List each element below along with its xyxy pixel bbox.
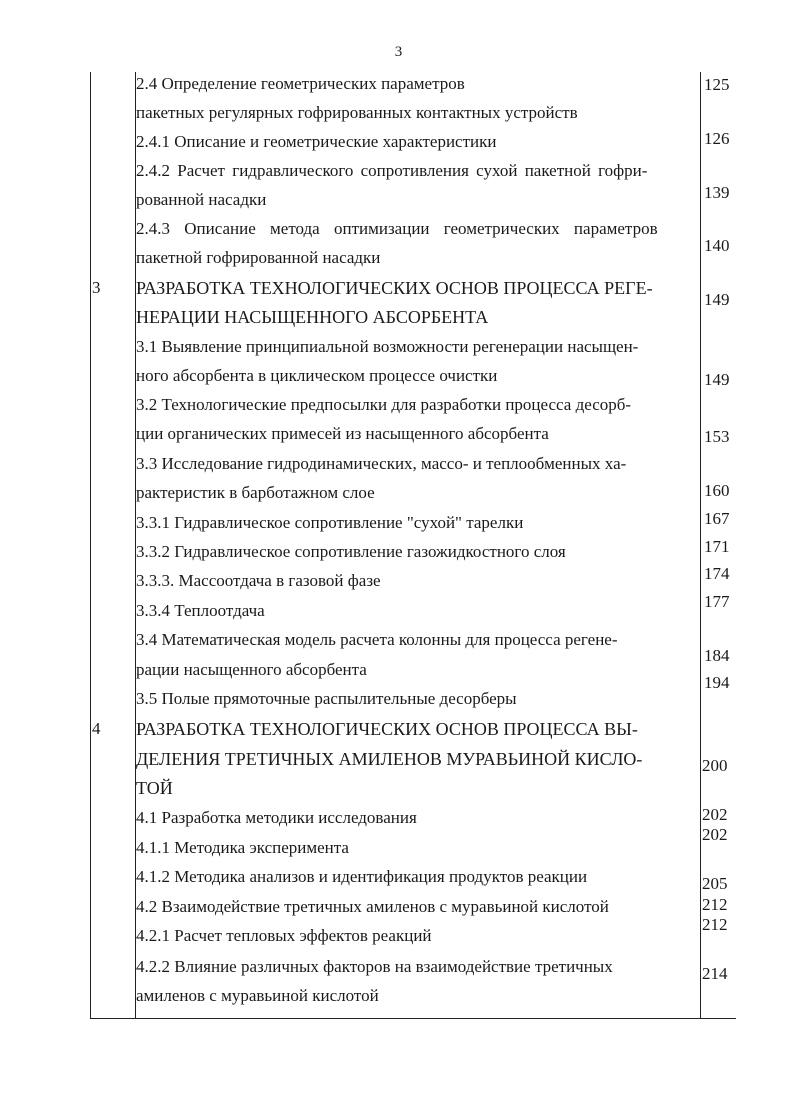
entry-line: 3.2 Технологические предпосылки для разработки процесса десорб- xyxy=(136,395,632,414)
entry-page: 184 xyxy=(704,646,730,665)
entry-line: 3.3.2 Гидравлическое сопротивление газожидкостного слоя xyxy=(136,542,566,561)
entry-page: 194 xyxy=(704,673,730,692)
entry-line: рации насыщенного абсорбента xyxy=(136,660,367,679)
entry-page: 140 xyxy=(704,236,730,255)
entry-line: пакетной гофрированной насадки xyxy=(136,248,381,267)
entry-page: 212 xyxy=(702,915,728,934)
chapter-title-line: НЕРАЦИИ НАСЫЩЕННОГО АБСОРБЕНТА xyxy=(136,307,489,327)
entry-line: 3.4 Математическая модель расчета колонны для процесса регене- xyxy=(136,630,618,649)
entry-page: 139 xyxy=(704,183,730,202)
entry-page: 160 xyxy=(704,481,730,500)
chapter-number: 3 xyxy=(92,278,101,297)
entry-line: 4.2.1 Расчет тепловых эффектов реакций xyxy=(136,926,432,945)
entry-line: 4.1.1 Методика эксперимента xyxy=(136,838,349,857)
table-divider-right xyxy=(700,72,701,1019)
entry-line: 4.1 Разработка методики исследования xyxy=(136,808,417,827)
entry-page: 149 xyxy=(704,370,730,389)
entry-line: 2.4.3 Описание метода оптимизации геометрических параметров xyxy=(136,219,658,238)
entry-page: 205 xyxy=(702,874,728,893)
entry-line: 2.4.2 Расчет гидравлического сопротивления сухой пакетной гофри- xyxy=(136,161,648,180)
chapter-title-line: ДЕЛЕНИЯ ТРЕТИЧНЫХ АМИЛЕНОВ МУРАВЬИНОЙ КИСЛО- xyxy=(136,749,643,769)
entry-line: 4.2 Взаимодействие третичных амиленов с муравьиной кислотой xyxy=(136,897,609,916)
entry-page: 174 xyxy=(704,564,730,583)
entry-line: 2.4.1 Описание и геометрические характеристики xyxy=(136,132,497,151)
chapter-number: 4 xyxy=(92,719,101,738)
entry-page: 200 xyxy=(702,756,728,775)
entry-page: 214 xyxy=(702,964,728,983)
entry-page: 153 xyxy=(704,427,730,446)
entry-page: 212 xyxy=(702,895,728,914)
entry-page: 167 xyxy=(704,509,730,528)
entry-line: 3.3.1 Гидравлическое сопротивление "сухой" тарелки xyxy=(136,513,524,532)
chapter-title-line: ТОЙ xyxy=(136,778,173,798)
entry-line: 3.3.3. Массоотдача в газовой фазе xyxy=(136,571,381,590)
entry-page: 202 xyxy=(702,825,728,844)
entry-page: 171 xyxy=(704,537,730,556)
entry-line: амиленов с муравьиной кислотой xyxy=(136,986,379,1005)
chapter-title-line: РАЗРАБОТКА ТЕХНОЛОГИЧЕСКИХ ОСНОВ ПРОЦЕССА ВЫ- xyxy=(136,719,638,739)
page-number: 3 xyxy=(394,44,403,60)
entry-page: 125 xyxy=(704,75,730,94)
entry-line: 3.1 Выявление принципиальной возможности регенерации насыщен- xyxy=(136,337,639,356)
chapter-title-line: РАЗРАБОТКА ТЕХНОЛОГИЧЕСКИХ ОСНОВ ПРОЦЕССА РЕГЕ- xyxy=(136,278,653,298)
entry-line: 4.1.2 Методика анализов и идентификация продуктов реакции xyxy=(136,867,588,886)
entry-line: 3.3 Исследование гидродинамических, массо- и теплообменных ха- xyxy=(136,454,627,473)
entry-line: рактеристик в барботажном слое xyxy=(136,483,375,502)
entry-page: 177 xyxy=(704,592,730,611)
entry-page: 126 xyxy=(704,129,730,148)
entry-line: 3.5 Полые прямоточные распылительные десорберы xyxy=(136,689,517,708)
entry-page: 149 xyxy=(704,290,730,309)
entry-page: 202 xyxy=(702,805,728,824)
entry-line: пакетных регулярных гофрированных контактных устройств xyxy=(136,103,578,122)
entry-line: ного абсорбента в циклическом процессе очистки xyxy=(136,366,498,385)
entry-line: 2.4 Определение геометрических параметров xyxy=(136,74,465,93)
table-left-border xyxy=(90,72,91,1019)
entry-line: рованной насадки xyxy=(136,190,267,209)
entry-line: 4.2.2 Влияние различных факторов на взаимодействие третичных xyxy=(136,957,613,976)
table-bottom-border xyxy=(90,1018,736,1019)
entry-line: ции органических примесей из насыщенного абсорбента xyxy=(136,424,549,443)
entry-line: 3.3.4 Теплоотдача xyxy=(136,601,265,620)
